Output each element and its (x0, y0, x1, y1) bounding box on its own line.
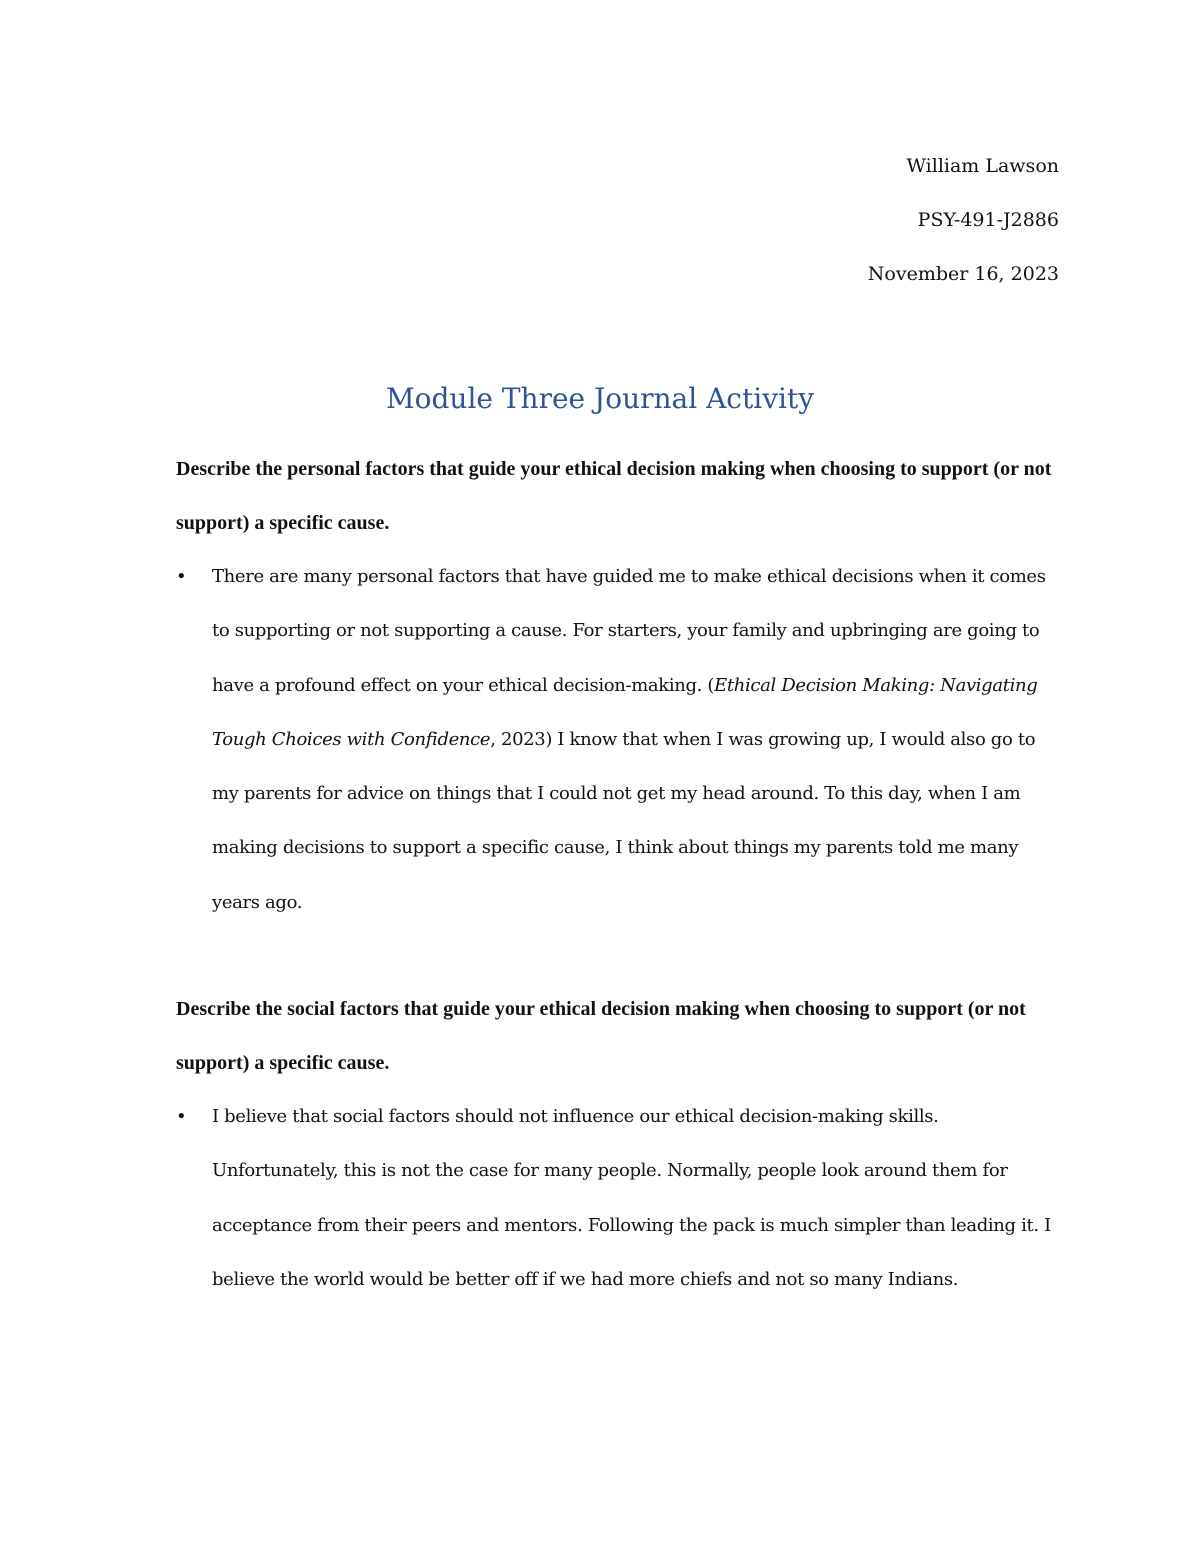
bullet-icon: • (176, 566, 187, 587)
header-block (868, 139, 1059, 301)
course-code: PSY-491-J2886 (917, 209, 1059, 231)
author-name: William Lawson (906, 155, 1059, 177)
bullet-icon: • (176, 1106, 187, 1127)
answer-text: I believe that social factors should not influence our ethical decision-making skills. Unfortunately, this is not the case for many people. Normally, people look around them for acceptance from their peers and mentors. Following the pack is much simpler than leading it. I believe the world would be better off if we had more chiefs and not so many Indians. (212, 1106, 1051, 1290)
reference-title: Ethical Decision Making: Navigating Tough Choices with Confidence (212, 674, 1038, 750)
question-heading: Describe the social factors that guide your ethical decision making when choosing to support (or not support) a specific cause. (176, 998, 1026, 1074)
document-date: November 16, 2023 (867, 263, 1059, 285)
section-personal-factors (176, 442, 1056, 930)
answer-text: There are many personal factors that have guided me to make ethical decisions when it comes to supporting or not supporting a cause. For starters, your family and upbringing are going to have a profound effect on your ethical decision-making. ( (212, 566, 1046, 696)
answer-list (176, 1090, 1056, 1307)
question-heading: Describe the personal factors that guide your ethical decision making when choosing to support (or not support) a specific cause. (176, 458, 1052, 534)
answer-list (176, 550, 1056, 930)
list-item (176, 550, 1056, 930)
list-item (176, 1090, 1056, 1307)
document-title: Module Three Journal Activity (385, 382, 815, 415)
answer-text-continued: , 2023) I know that when I was growing up, I would also go to my parents for advice on things that I could not get my head around. To this day, when I am making decisions to support a specific cause, I think about things my parents told me many years ago. (212, 728, 1036, 913)
section-social-factors (176, 982, 1056, 1307)
